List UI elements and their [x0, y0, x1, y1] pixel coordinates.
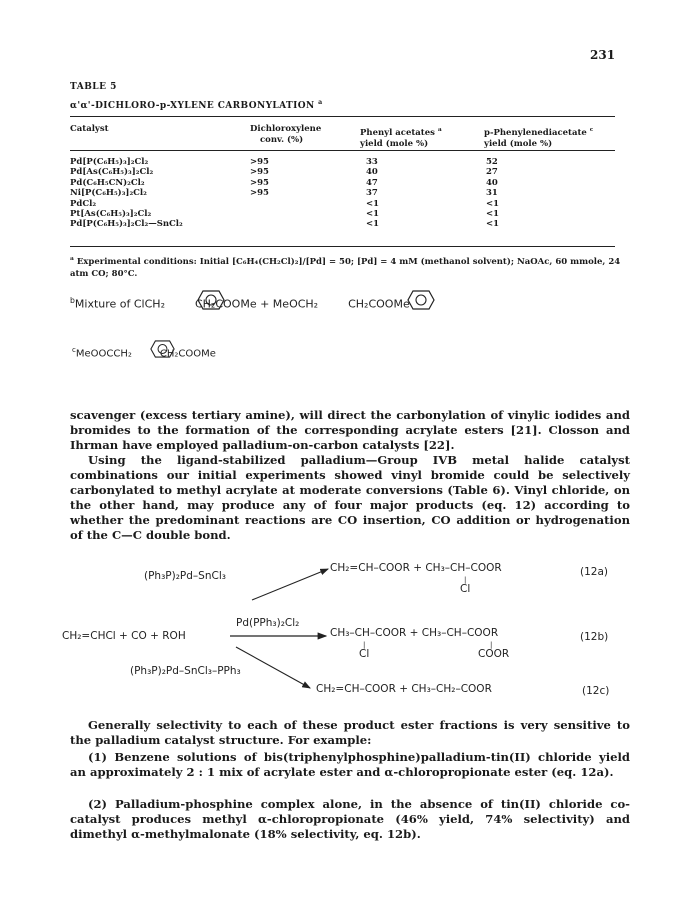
table-cell-catalyst: PdCl₂ [70, 198, 97, 209]
table-cell-phenyl: <1 [366, 219, 380, 230]
footnote-c-mark: c [72, 346, 76, 354]
table-cell-conv: >95 [250, 167, 269, 178]
footnote-a-mark: a [70, 255, 74, 262]
paragraph-4: (1) Benzene solutions of bis(triphenylphosphine)palladium-tin(II) chloride yield an approximately 2 : 1 mix of acrylate ester and α-chloropropionate ester (eq. 12a). [70, 750, 630, 779]
header-diacetate-note: c [589, 126, 594, 133]
table-title-note: a [318, 99, 323, 106]
table-cell-diacetate: <1 [486, 209, 500, 219]
table-cell-catalyst: Pt[As(C₆H₅)₃]₂Cl₂ [70, 209, 152, 219]
table-cell-conv: >95 [250, 188, 269, 199]
footnote-b-mid: CH₂COOMe + MeOCH₂ [194, 297, 319, 311]
product-12b-bond-1: | [363, 641, 366, 649]
product-12b-bond-2: | [490, 641, 493, 649]
table-cell-catalyst: Pd[As(C₆H₅)₃]₂Cl₂ [70, 167, 154, 178]
header-diacetate-line1: p-Phenylenediacetate [484, 127, 587, 138]
table-cell-diacetate: 40 [486, 177, 498, 188]
footnote-b-prefix: Mixture of ClCH₂ [74, 297, 165, 311]
footnote-a-text: Experimental conditions: Initial [C₆H₄(CH₂Cl)₂]/[Pd] = 50; [Pd] = 4 mM (methanol solvent); NaOAc, 60 mmole, 24 atm CO; 80°C. [70, 256, 621, 279]
footnote-b-end: CH₂COOMe [348, 297, 410, 311]
footnote-b-mark: b [70, 296, 75, 305]
product-12b-sub-2: COOR [478, 648, 510, 660]
table-cell-phenyl: <1 [366, 209, 380, 219]
label-12a: (12a) [580, 566, 608, 578]
paragraph-5: (2) Palladium-phosphine complex alone, in the absence of tin(II) chloride co-catalyst produces methyl α-chloropropionate (46% yield, 74% selectivity) and dimethyl α-methylmalonate (18% selectivity, eq. 12b). [70, 797, 630, 841]
table-cell-phenyl: 37 [366, 188, 378, 199]
product-12a-sub: Cl [460, 583, 471, 595]
page-number: 231 [590, 48, 616, 62]
catalyst-bottom: (Ph₃P)₂Pd–SnCl₃–PPh₃ [130, 665, 241, 677]
header-phenyl-line2: yield (mole %) [360, 138, 429, 149]
table-label: TABLE 5 [70, 82, 117, 92]
table-cell-diacetate: <1 [486, 198, 500, 209]
header-catalyst: Catalyst [70, 124, 109, 134]
catalyst-middle: Pd(PPh₃)₂Cl₂ [236, 617, 300, 629]
table-cell-phenyl: 47 [366, 177, 378, 188]
header-conversion-line2: conv. (%) [260, 135, 304, 145]
table-cell-catalyst: Pd[P(C₆H₅)₃]₂Cl₂ [70, 157, 149, 167]
table-cell-phenyl: <1 [366, 198, 380, 209]
product-12a-bond: | [464, 576, 467, 584]
table-cell-diacetate: <1 [486, 219, 500, 230]
arrow-to-12c [236, 647, 310, 688]
footnote-c-prefix: MeOOCCH₂ [75, 348, 132, 360]
product-12a: CH₂=CH–COOR + CH₃–CH–COOR [330, 562, 502, 574]
table-cell-catalyst: Pd[P(C₆H₅)₃]₂Cl₂—SnCl₂ [70, 219, 183, 230]
table-cell-diacetate: 27 [486, 167, 498, 178]
table-cell-diacetate: 52 [486, 157, 498, 167]
catalyst-top: (Ph₃P)₂Pd–SnCl₃ [144, 570, 226, 582]
paragraph-1: scavenger (excess tertiary amine), will direct the carbonylation of vinylic iodides and bromides to the formation of the corresponding acrylate esters [21]. Closson and Ihrman have employed palladium-on-carbon catalysts [22]. [70, 408, 630, 452]
header-phenyl-note: a [437, 126, 442, 133]
table-cell-catalyst: Ni[P(C₆H₅)₃]₂Cl₂ [70, 188, 147, 199]
table-cell-conv: >95 [250, 157, 269, 167]
paragraph-3: Generally selectivity to each of these product ester fractions is very sensitive to the palladium catalyst structure. For example: [70, 718, 630, 747]
table-cell-phenyl: 40 [366, 167, 378, 178]
product-12c: CH₂=CH–COOR + CH₃–CH₂–COOR [316, 683, 492, 695]
table-cell-catalyst: Pd(C₆H₅CN)₂Cl₂ [70, 177, 145, 188]
header-diacetate-line2: yield (mole %) [484, 138, 553, 149]
label-12b: (12b) [580, 631, 609, 643]
product-12b: CH₃–CH–COOR + CH₃–CH–COOR [330, 627, 499, 639]
reactants: CH₂=CHCl + CO + ROH [62, 630, 186, 642]
table-title-text: α'α'-DICHLORO-p-XYLENE CARBONYLATION [70, 101, 315, 111]
table-cell-conv: >95 [250, 177, 269, 188]
footnote-c-end: CH₂COOMe [159, 348, 216, 360]
header-phenyl-line1: Phenyl acetates [360, 127, 435, 138]
product-12b-sub-1: Cl [359, 648, 370, 660]
arrow-to-12a [252, 569, 328, 600]
header-conversion-line1: Dichloroxylene [250, 124, 322, 134]
label-12c: (12c) [582, 685, 610, 697]
table-cell-phenyl: 33 [366, 157, 378, 167]
table-cell-diacetate: 31 [486, 188, 498, 199]
paragraph-2: Using the ligand-stabilized palladium—Group IVB metal halide catalyst combinations our initial experiments showed vinyl bromide could be selectively carbonylated to methyl acrylate at moderate conversions (Table 6). Vinyl chloride, on the other hand, may produce any of four major products (eq. 12) according to whether the predominant reactions are CO insertion, CO addition or hydrogenation of the C—C double bond. [70, 453, 630, 542]
